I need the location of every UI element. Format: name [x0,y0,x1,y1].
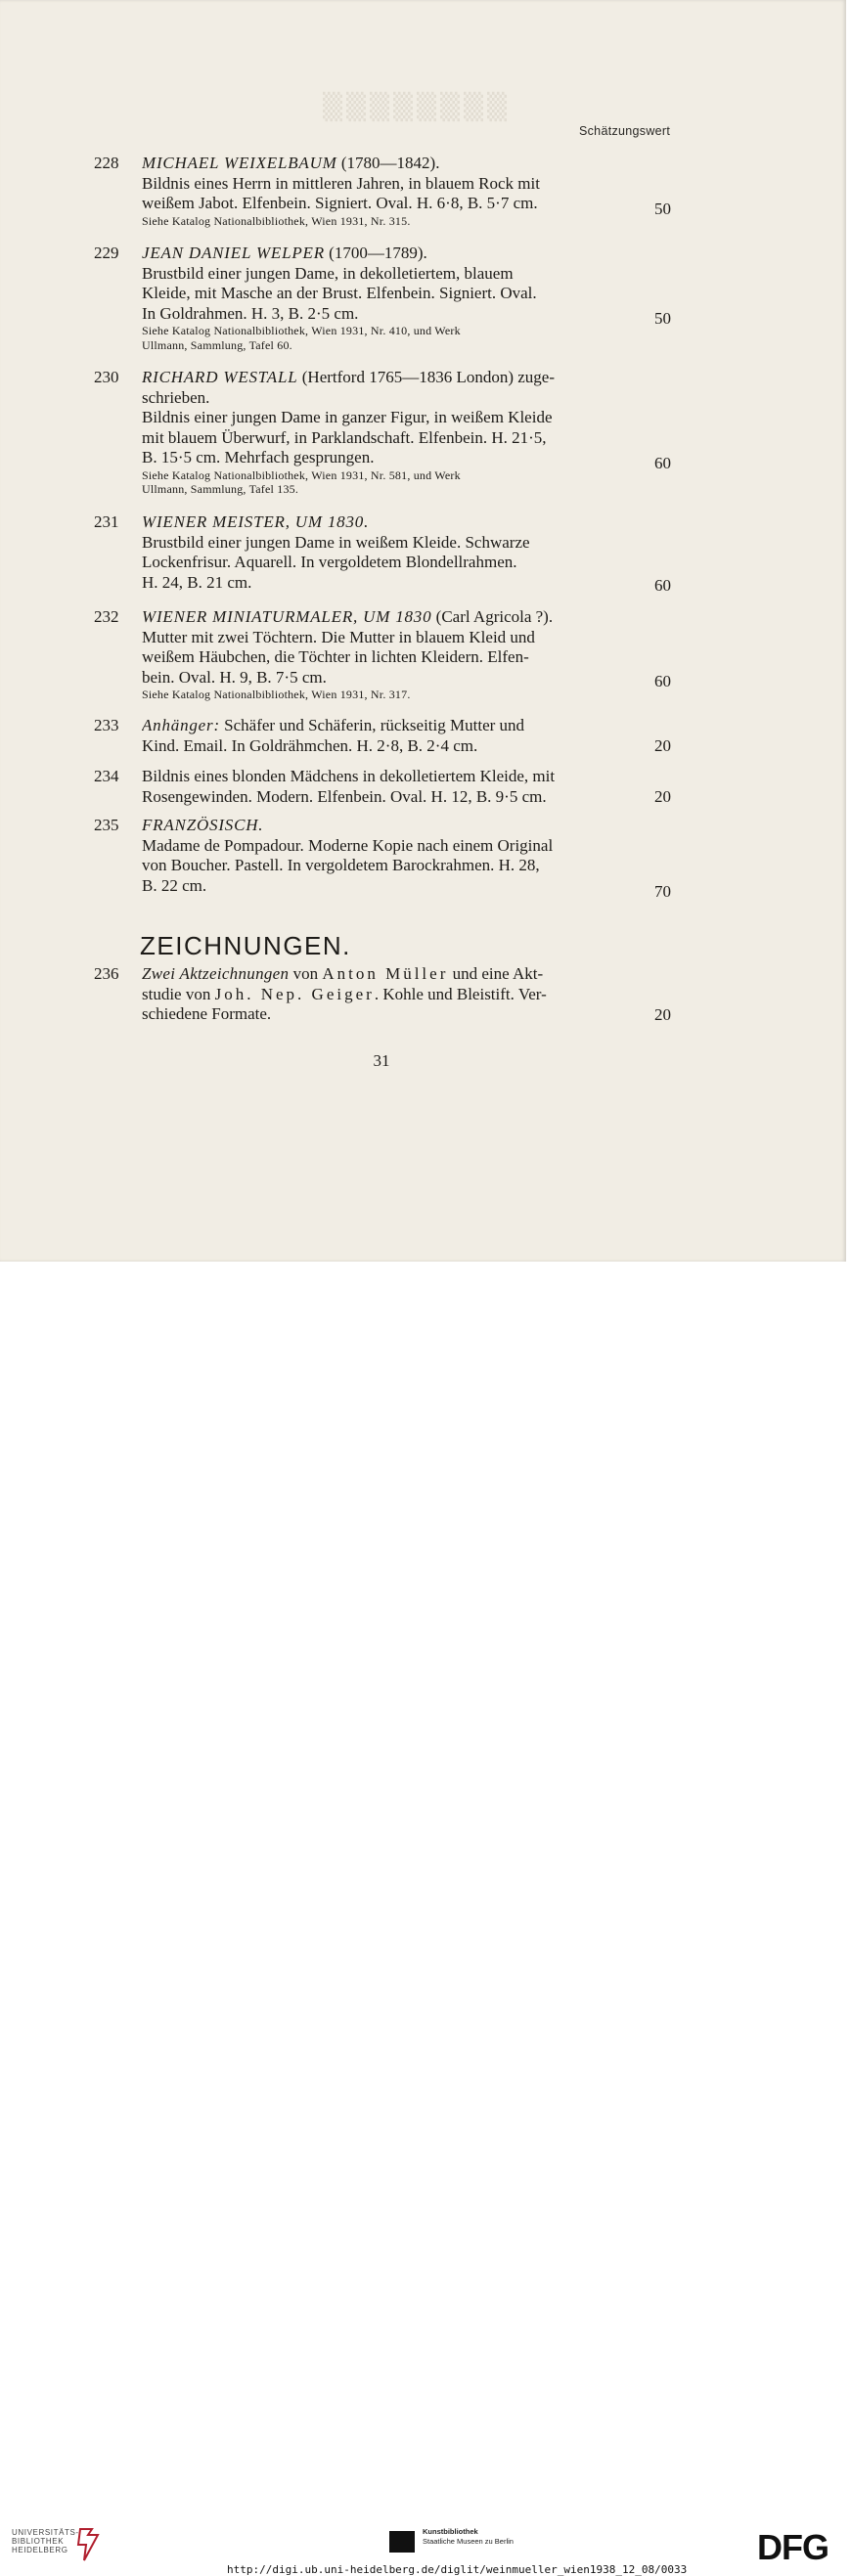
entry-line: Madame de Pompadour. Moderne Kopie nach einem Original [142,835,554,855]
lot-number: 232 [94,607,119,626]
entry-reference: Ullmann, Sammlung, Tafel 135. [142,482,299,496]
entry-line: RICHARD WESTALL (Hertford 1765—1836 London) zuge- [142,368,555,386]
entry-line: Brustbild einer jungen Dame, in dekolletiertem, blauem [142,263,514,283]
scanned-page [0,0,846,1262]
entry-line: schrieben. [142,387,210,407]
entry-text [142,154,611,228]
ub-heidelberg-mark-icon [76,2527,102,2562]
entry-line: WIENER MINIATURMALER, UM 1830 (Carl Agricola ?). [142,607,554,626]
estimate-value: 60 [654,672,671,690]
estimate-value: 20 [654,736,671,755]
estimate-value: 60 [654,576,671,595]
estimate-column-label: Schätzungswert [579,124,671,138]
page-number: 31 [373,1051,390,1070]
entry-text [142,816,611,896]
entry-line: bein. Oval. H. 9, B. 7·5 cm. [142,667,327,687]
entry-line: B. 22 cm. [142,875,207,895]
entry-title: FRANZÖSISCH. [142,816,264,834]
lot-number: 236 [94,964,119,983]
lot-number: 229 [94,244,119,262]
lot-number: 230 [94,368,119,386]
entry-text [142,368,611,497]
entry-line: Lockenfrisur. Aquarell. In vergoldetem Blondellrahmen. [142,553,517,571]
entry-line: Mutter mit zwei Töchtern. Die Mutter in blauem Kleid und [142,627,535,646]
estimate-value: 50 [654,309,671,328]
entry-line: von Boucher. Pastell. In vergoldetem Barockrahmen. H. 28, [142,856,540,874]
entry-line: schiedene Formate. [142,1004,272,1023]
estimate-value: 70 [654,882,671,901]
entry-line: Anhänger: Schäfer und Schäferin, rückseitig Mutter und [142,716,525,734]
entry-text [142,512,611,593]
entry-text [142,607,611,702]
entry-line: mit blauem Überwurf, in Parklandschaft. Elfenbein. H. 21·5, [142,427,547,447]
entry-title: WIENER MEISTER, UM 1830. [142,512,370,531]
entry-text [142,716,611,756]
entry-line: Zwei Aktzeichnungen von Anton Müller und eine Akt- [142,964,544,983]
entry-line: Kleide, mit Masche an der Brust. Elfenbein. Signiert. Oval. [142,284,537,302]
entry-text [142,767,611,807]
ub-heidelberg-logo[interactable]: UNIVERSITÄTS- BIBLIOTHEK HEIDELBERG [12,2528,79,2554]
entry-reference: Siehe Katalog Nationalbibliothek, Wien 1931, Nr. 581, und Werk [142,467,461,482]
entry-reference: Siehe Katalog Nationalbibliothek, Wien 1931, Nr. 410, und Werk [142,324,461,337]
entry-line: B. 15·5 cm. Mehrfach gesprungen. [142,448,375,466]
entry-line: Kind. Email. In Goldrähmchen. H. 2·8, B. 2·4 cm. [142,735,478,755]
entry-line: Brustbild einer jungen Dame in weißem Kleide. Schwarze [142,532,530,552]
entry-text [142,244,611,352]
estimate-value: 50 [654,200,671,218]
entry-line: weißem Häubchen, die Töchter in lichten Kleidern. Elfen- [142,647,529,666]
entry-line: weißem Jabot. Elfenbein. Signiert. Oval. H. 6·8, B. 5·7 cm. [142,194,538,212]
estimate-value: 20 [654,787,671,806]
entry-line: studie von Joh. Nep. Geiger. Kohle und Bleistift. Ver- [142,984,547,1003]
entry-reference: Siehe Katalog Nationalbibliothek, Wien 1931, Nr. 317. [142,688,411,701]
estimate-value: 20 [654,1005,671,1024]
lot-number: 233 [94,716,119,734]
entry-line: JEAN DANIEL WELPER (1700—1789). [142,244,427,262]
lot-number: 231 [94,512,119,531]
entry-line: H. 24, B. 21 cm. [142,572,252,592]
entry-reference: Ullmann, Sammlung, Tafel 60. [142,337,292,352]
entry-line: Bildnis einer jungen Dame in ganzer Figur, in weißem Kleide [142,408,553,426]
entry-reference: Siehe Katalog Nationalbibliothek, Wien 1931, Nr. 315. [142,213,411,228]
kunstbibliothek-logo[interactable]: Kunstbibliothek Staatliche Museen zu Berlin [423,2527,514,2546]
bleed-through: ▒▒▒▒▒▒▒▒ [323,93,511,122]
entry-line: Bildnis eines Herrn in mittleren Jahren, in blauem Rock mit [142,173,540,193]
kunstbibliothek-mark-icon [389,2531,415,2553]
section-heading: ZEICHNUNGEN. [140,931,351,960]
page-url[interactable]: http://digi.ub.uni-heidelberg.de/diglit/weinmueller_wien1938_12_08/0033 [227,2563,688,2576]
entry-line: Bildnis eines blonden Mädchens in dekolletiertem Kleide, mit [142,767,556,785]
entry-line: MICHAEL WEIXELBAUM (1780—1842). [142,154,440,172]
dfg-logo[interactable]: DFG [757,2527,829,2567]
entry-text [142,964,611,1025]
lot-number: 235 [94,816,119,834]
estimate-value: 60 [654,454,671,472]
entry-line: In Goldrahmen. H. 3, B. 2·5 cm. [142,303,359,323]
lot-number: 228 [94,154,119,172]
entry-line: Rosengewinden. Modern. Elfenbein. Oval. H. 12, B. 9·5 cm. [142,786,547,806]
lot-number: 234 [94,767,119,785]
viewer-footer [0,1262,851,2576]
